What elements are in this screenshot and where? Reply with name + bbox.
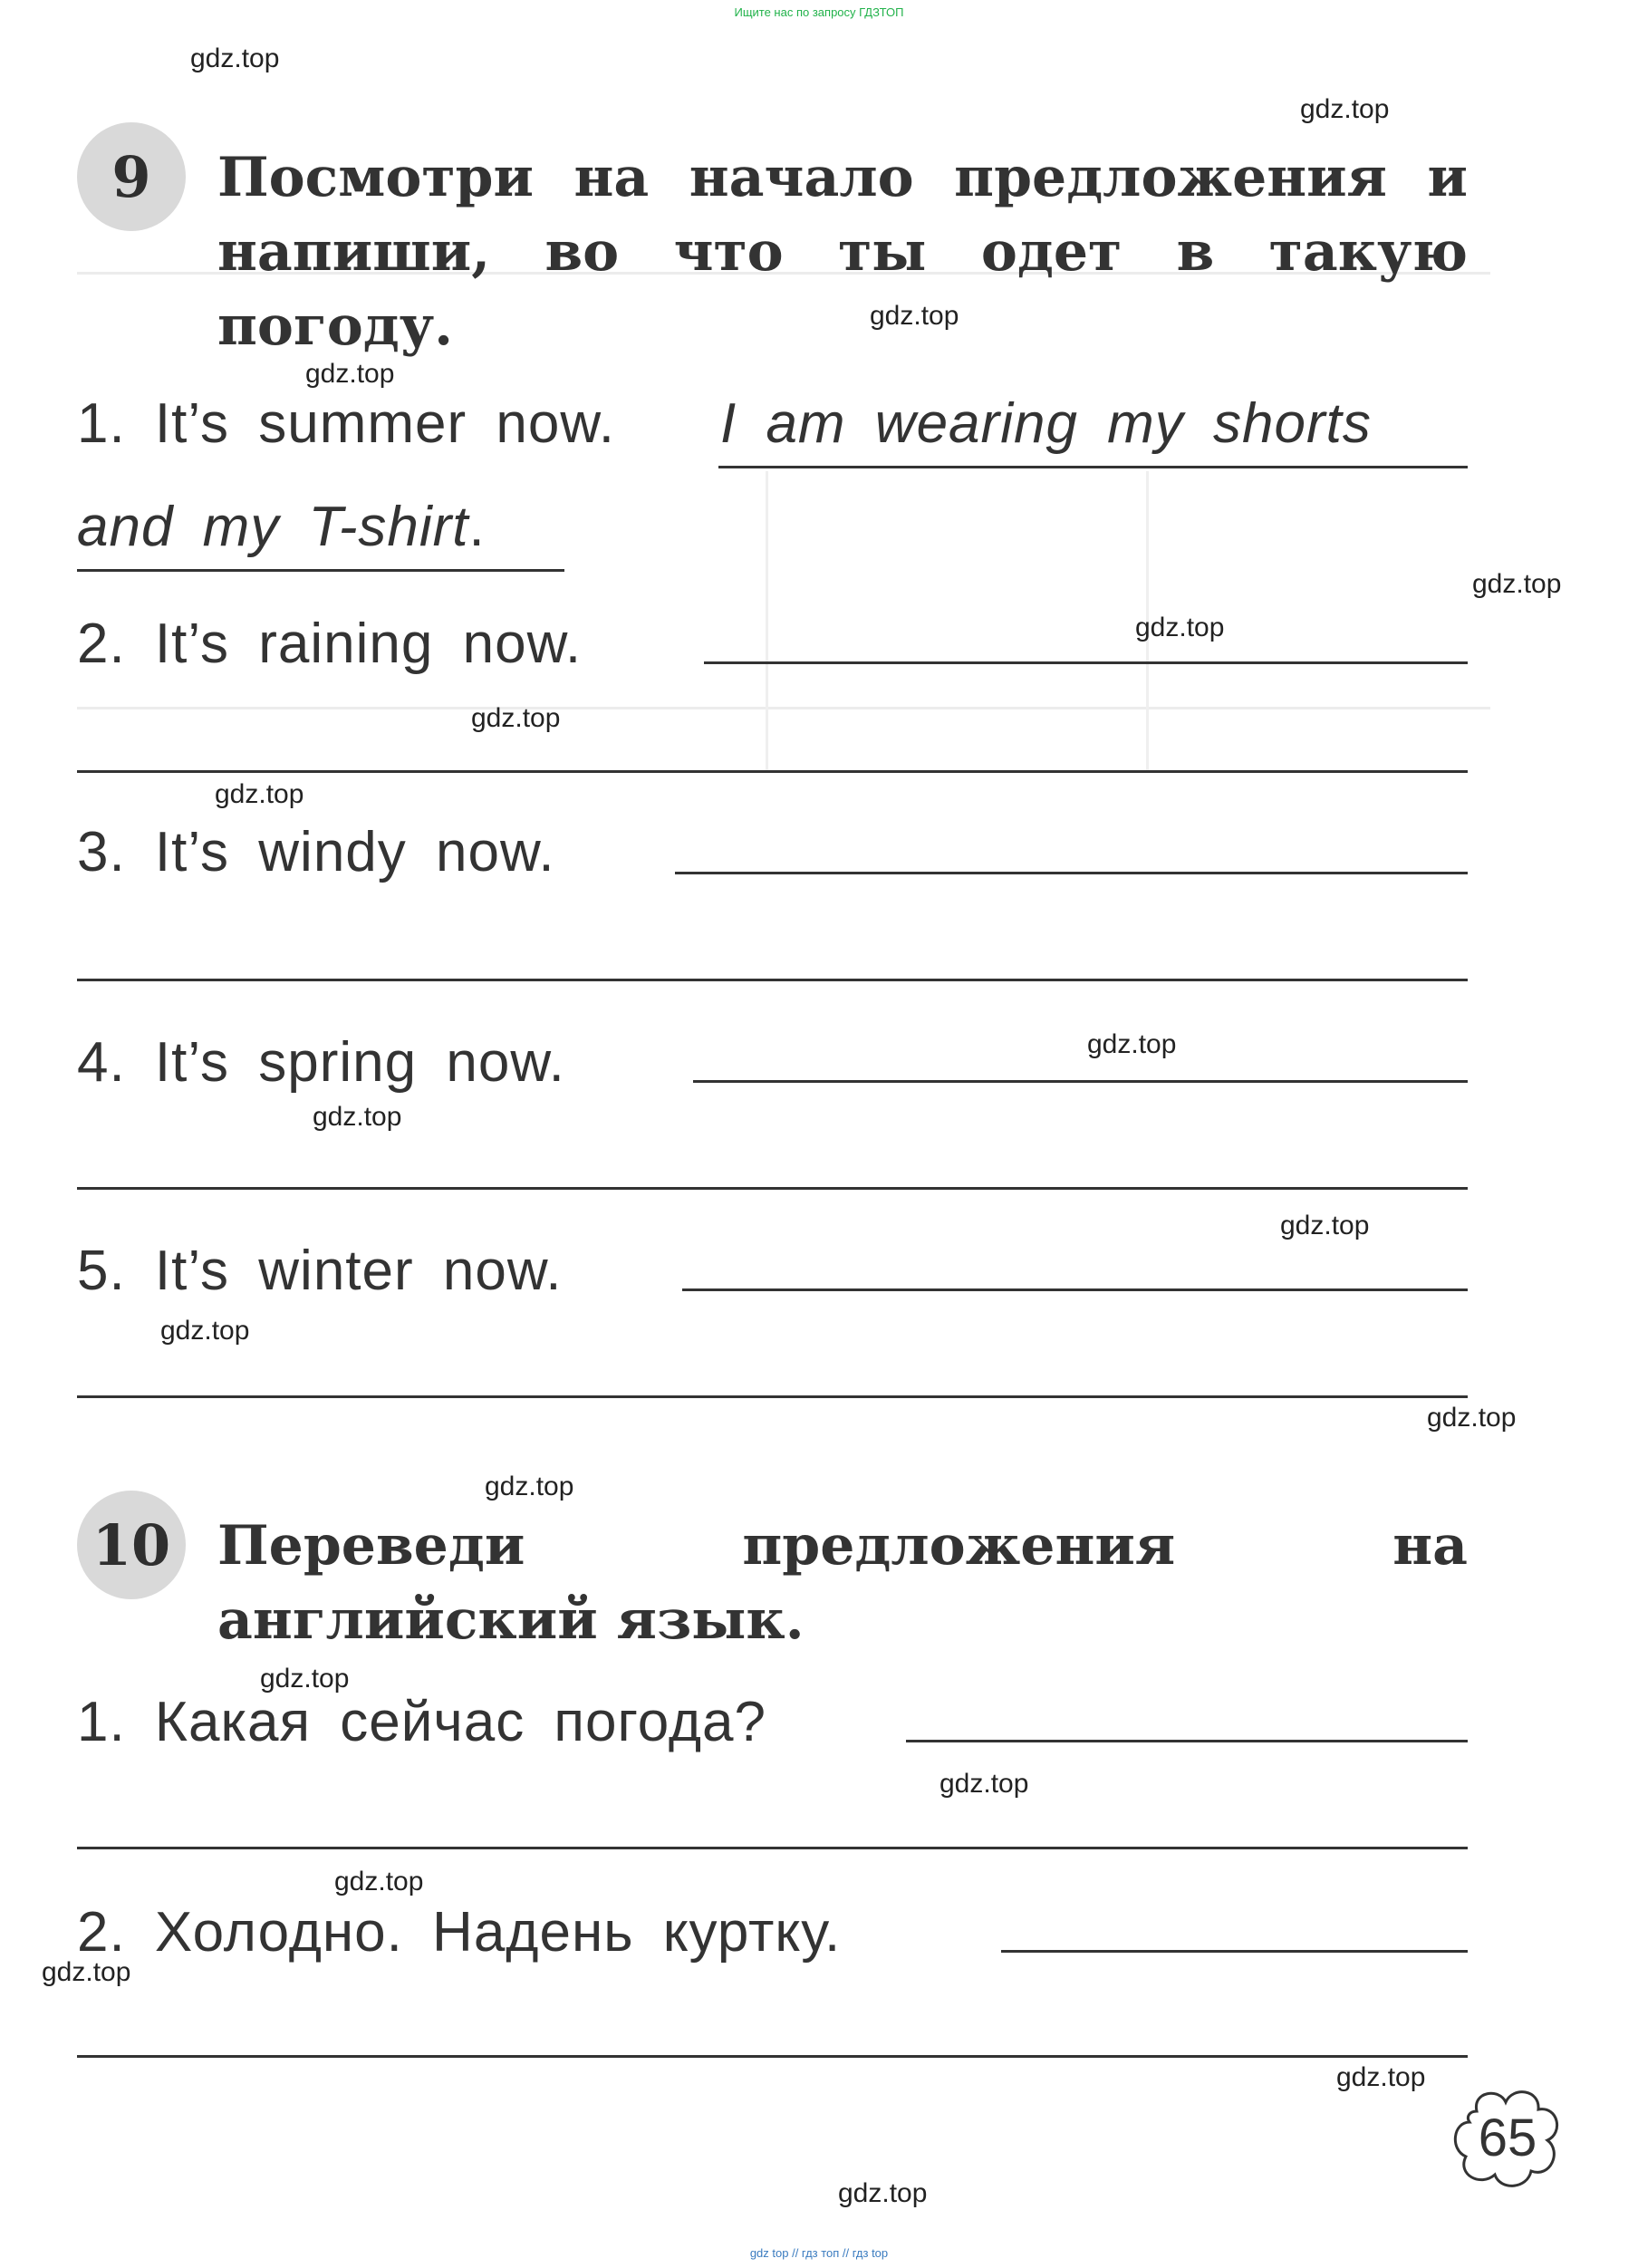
watermark: gdz.top [190,43,280,73]
ex10-item-1-prompt: 1. Какая сейчас погода? [77,1691,766,1753]
ex9-item-5-answer-rule-1[interactable] [682,1288,1468,1291]
ex10-item-2-prompt: 2. Холодно. Надень куртку. [77,1901,842,1964]
watermark: gdz.top [471,703,561,733]
watermark: gdz.top [313,1102,402,1132]
exercise-9-number: 9 [111,143,151,210]
bottom-notice: gdz top // гдз топ // гдз top [749,2246,889,2260]
watermark: gdz.top [1135,613,1225,642]
ex9-item-2-prompt: 2. It’s raining now. [77,613,583,675]
page-number: 65 [1478,2108,1537,2167]
ex9-item-3-answer-rule-2[interactable] [77,979,1468,981]
ex9-item-5-answer-rule-2[interactable] [77,1395,1468,1398]
watermark: gdz.top [260,1664,350,1694]
ex9-item-2-answer-rule-1[interactable] [704,661,1468,664]
watermark: gdz.top [838,2178,928,2208]
ex10-item-1-answer-rule-1[interactable] [906,1740,1468,1742]
ex9-item-2-answer-rule-2[interactable] [77,770,1468,773]
exercise-9-heading: Посмотри на начало предложения и напиши, во что ты одет в такую погоду. [217,146,1468,358]
watermark: gdz.top [1300,94,1390,124]
ex9-item-5-prompt: 5. It’s winter now. [77,1240,563,1302]
ex10-item-1-answer-rule-2[interactable] [77,1847,1468,1849]
watermark: gdz.top [42,1957,131,1987]
watermark: gdz.top [1472,569,1562,599]
watermark: gdz.top [1336,2062,1426,2092]
watermark: gdz.top [870,301,959,331]
ex9-item-4-prompt: 4. It’s spring now. [77,1031,565,1094]
watermark: gdz.top [1427,1403,1517,1433]
watermark: gdz.top [485,1472,574,1501]
watermark: gdz.top [1087,1029,1177,1059]
ex9-item-1-answer-end: . [468,496,486,558]
exercise-10-number: 10 [92,1511,171,1578]
exercise-10-badge [77,1491,186,1599]
watermark: gdz.top [305,359,395,389]
ex10-item-2-answer-rule-2[interactable] [77,2055,1468,2058]
ex9-item-1-prompt: 1. It’s summer now. [77,392,615,455]
watermark: gdz.top [215,779,304,809]
ex9-item-1-answer-rule-1 [718,466,1468,468]
ex9-item-4-answer-rule-1[interactable] [693,1080,1468,1083]
watermark: gdz.top [1280,1211,1370,1240]
ex9-item-1-answer-rule-2 [77,569,564,572]
watermark: gdz.top [160,1316,250,1346]
ex9-item-4-answer-rule-2[interactable] [77,1187,1468,1190]
top-notice: Ищите нас по запросу ГДЗТОП [734,5,904,19]
watermark: gdz.top [334,1867,424,1896]
ex9-item-3-answer-rule-1[interactable] [675,872,1468,874]
exercise-10-heading: Переведи предложения на английский язык. [217,1514,1468,1652]
watermark: gdz.top [939,1769,1029,1799]
ex9-item-1-answer-line-2-wrap [77,495,486,559]
exercise-9-badge [77,122,186,231]
ex9-item-1-answer-line-1: I am wearing my shorts [720,392,1372,455]
ex9-item-3-prompt: 3. It’s windy now. [77,821,555,883]
ex9-item-1-answer-line-2: and my T-shirt [77,496,469,558]
ex10-item-2-answer-rule-1[interactable] [1001,1950,1468,1953]
page-number-badge [1450,2084,1566,2191]
